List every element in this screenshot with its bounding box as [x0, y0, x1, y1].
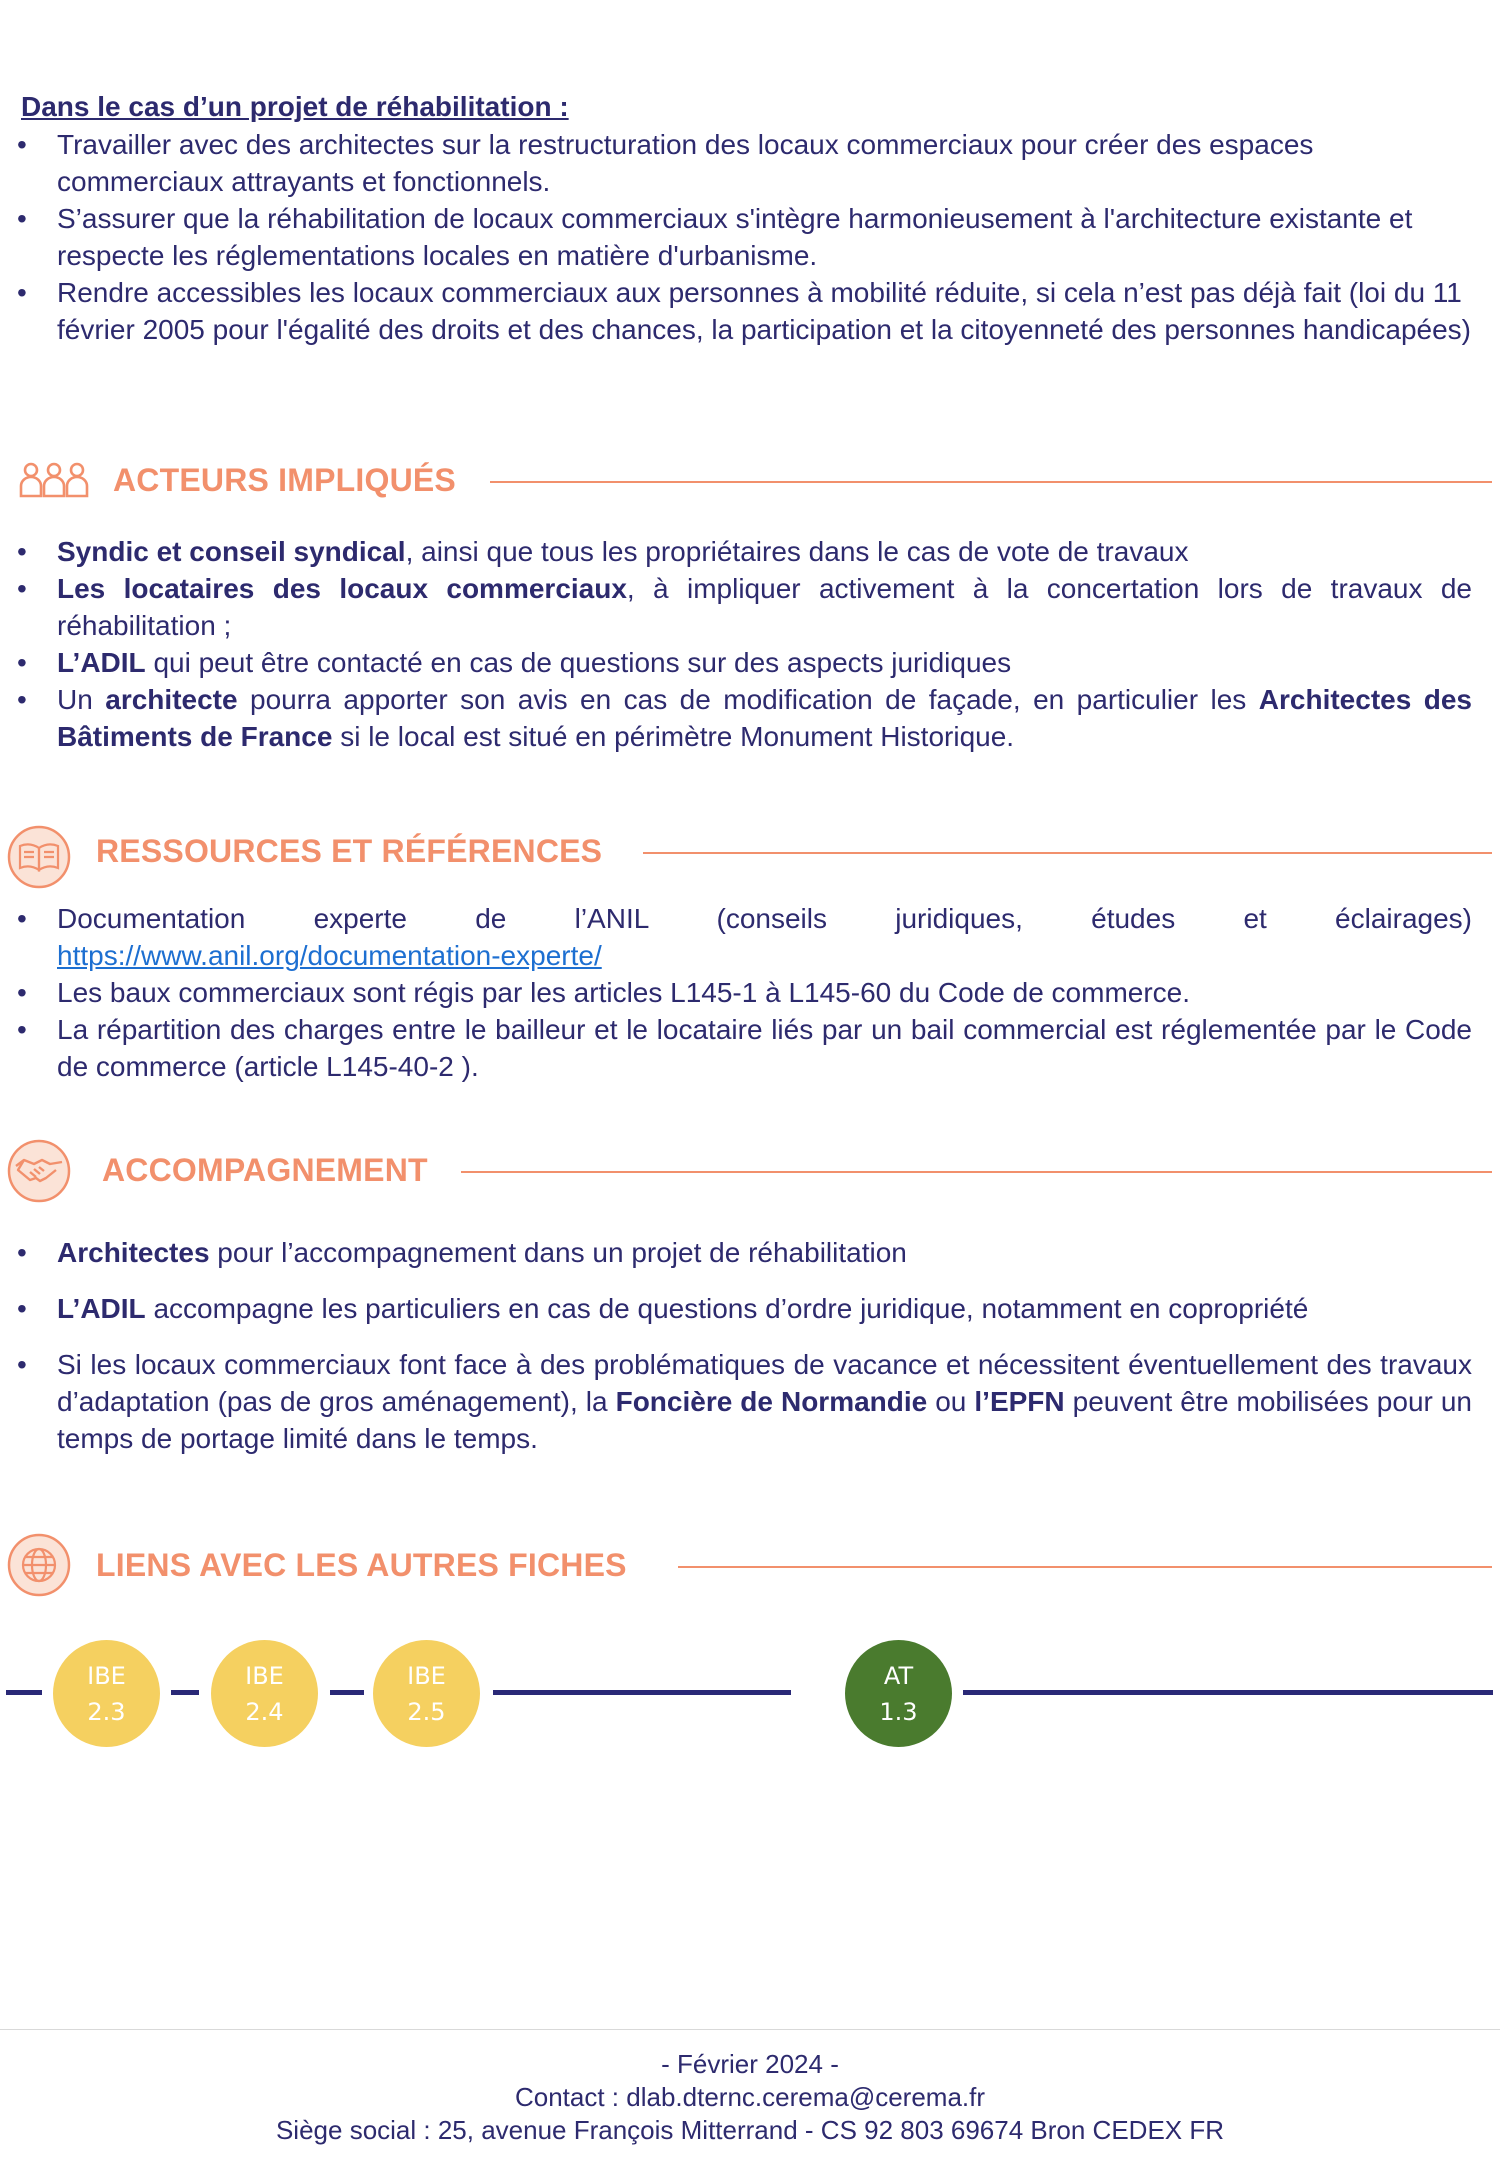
section-title-acteurs: ACTEURS IMPLIQUÉS — [113, 462, 456, 498]
fiche-link-at-1-3[interactable] — [845, 1640, 952, 1747]
list-item: • La répartition des charges entre le bailleur et le locataire liés par un bail commercial est réglementée par le Code de commerce (article L145-40-2 ). — [0, 1011, 1500, 1085]
list-item: • S’assurer que la réhabilitation de locaux commerciaux s'intègre harmonieusement à l'architecture existante et respecte les réglementations locales en matière d'urbanisme. — [0, 200, 1500, 274]
fiche-code: IBE — [87, 1661, 126, 1690]
section-divider — [643, 852, 1492, 854]
acteurs-list — [0, 533, 1500, 755]
anil-link[interactable]: https://www.anil.org/documentation-experte/ — [57, 940, 602, 971]
footer-contact: Contact : dlab.dternc.cerema@cerema.fr — [514, 2082, 986, 2112]
footer-address: Siège social : 25, avenue François Mitterrand - CS 92 803 69674 Bron CEDEX FR — [275, 2115, 1225, 2145]
fiche-link-ibe-2-3[interactable] — [53, 1640, 160, 1747]
accompagnement-list — [0, 1234, 1500, 1457]
ressources-list — [0, 900, 1500, 1085]
section-title-accompagnement: ACCOMPAGNEMENT — [102, 1152, 428, 1188]
timeline-segment — [330, 1690, 364, 1695]
section-title-liens: LIENS AVEC LES AUTRES FICHES — [96, 1547, 627, 1583]
list-item: • Les locataires des locaux commerciaux, à impliquer activement à la concertation lors de travaux de réhabilitation ; — [0, 570, 1500, 644]
fiche-code: IBE — [245, 1661, 284, 1690]
section-divider — [678, 1566, 1492, 1568]
list-item: • Travailler avec des architectes sur la restructuration des locaux commerciaux pour créer des espaces commerciaux attrayants et fonctionnels. — [0, 126, 1500, 200]
list-item: • L’ADIL qui peut être contacté en cas de questions sur des aspects juridiques — [0, 644, 1500, 681]
rehab-heading: Dans le cas d’un projet de réhabilitation : — [21, 91, 569, 122]
people-group-icon — [18, 460, 90, 500]
fiche-link-ibe-2-4[interactable] — [211, 1640, 318, 1747]
section-divider — [461, 1171, 1492, 1173]
timeline-segment — [493, 1690, 791, 1695]
fiche-link-ibe-2-5[interactable] — [373, 1640, 480, 1747]
section-title-ressources: RESSOURCES ET RÉFÉRENCES — [96, 833, 603, 869]
list-item: • Architectes pour l’accompagnement dans un projet de réhabilitation — [0, 1234, 1500, 1271]
timeline-segment — [963, 1690, 1493, 1695]
timeline-segment — [171, 1690, 199, 1695]
rehab-list — [0, 126, 1500, 348]
open-book-icon — [6, 824, 72, 890]
globe-network-icon — [6, 1532, 72, 1598]
fiche-code: AT — [883, 1661, 914, 1690]
anil-doc-text: • Documentation experte de l’ANIL (conseils juridiques, études et éclairages) — [57, 903, 1472, 934]
list-item: • Les baux commerciaux sont régis par les articles L145-1 à L145-60 du Code de commerce. — [0, 974, 1500, 1011]
section-divider — [490, 481, 1492, 483]
list-item: • Rendre accessibles les locaux commerciaux aux personnes à mobilité réduite, si cela n’est pas déjà fait (loi du 11 février 2005 pour l'égalité des droits et des chances, la participation et la citoyenneté des personnes handicapées) — [0, 274, 1500, 348]
list-item: • Syndic et conseil syndical, ainsi que tous les propriétaires dans le cas de vote de travaux — [0, 533, 1500, 570]
fiche-number: 2.3 — [87, 1697, 126, 1726]
footer-date: - Février 2024 - — [661, 2049, 839, 2079]
list-item — [0, 900, 1500, 974]
fiche-number: 2.4 — [245, 1697, 284, 1726]
list-item: • Si les locaux commerciaux font face à des problématiques de vacance et nécessitent éventuellement des travaux d’adaptation (pas de gros aménagement), la Foncière de Normandie ou l’EPFN peuvent être mobilisées pour un temps de portage limité dans le temps. — [0, 1346, 1500, 1457]
handshake-icon — [6, 1138, 72, 1204]
fiche-number: 2.5 — [407, 1697, 446, 1726]
fiche-code: IBE — [407, 1661, 446, 1690]
footer-divider — [0, 2029, 1500, 2030]
fiche-number: 1.3 — [879, 1697, 918, 1726]
footer — [0, 2048, 1500, 2147]
list-item: • L’ADIL accompagne les particuliers en cas de questions d’ordre juridique, notamment en copropriété — [0, 1290, 1500, 1327]
timeline-segment — [6, 1690, 42, 1695]
list-item: • Un architecte pourra apporter son avis en cas de modification de façade, en particulier les Architectes des Bâtiments de France si le local est situé en périmètre Monument Historique. — [0, 681, 1500, 755]
